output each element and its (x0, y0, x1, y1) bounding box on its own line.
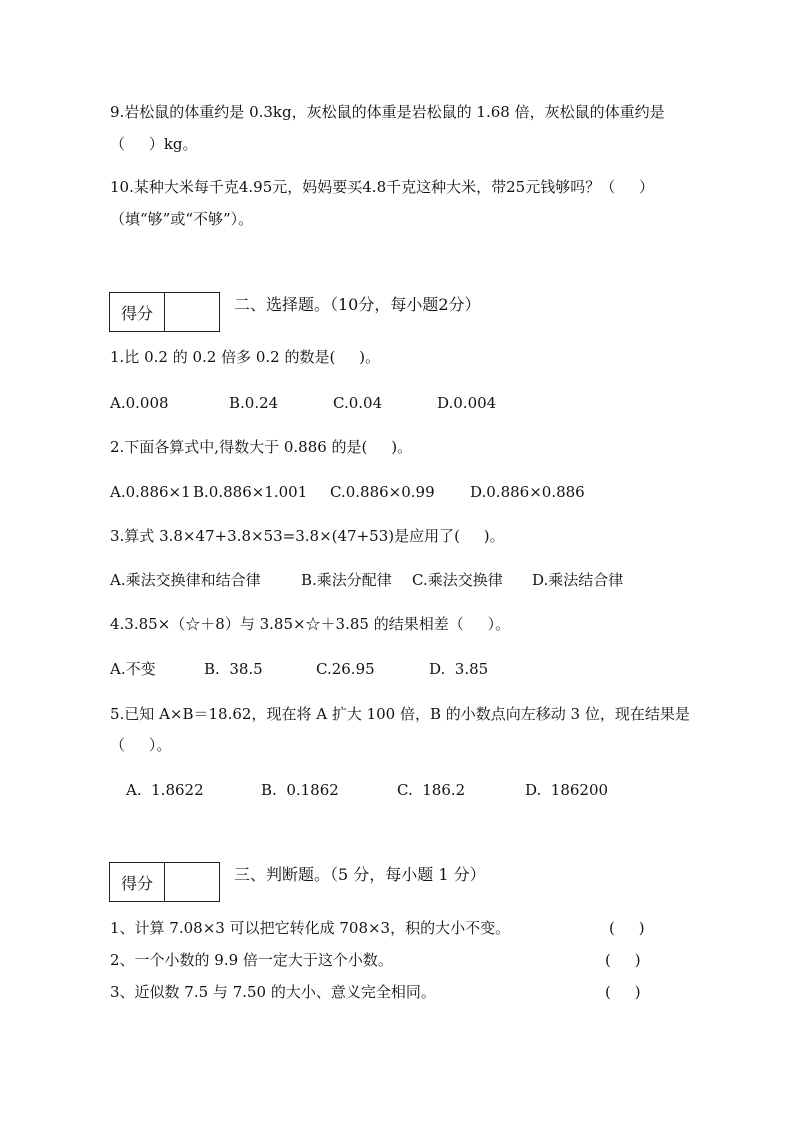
s2-q1-option-a: A.0.008 (110, 394, 169, 412)
s2-q5-line1: 5.已知 A×B＝18.62，现在将 A 扩大 100 倍，B 的小数点向左移动 3 位，现在结果是 (110, 705, 690, 723)
s3-item-3-blank[interactable]: ( ) (605, 983, 641, 1001)
s2-q5-line2: （ ）。 (110, 736, 172, 754)
score-box-section2 (109, 292, 220, 332)
s2-q5-option-b: B. 0.1862 (261, 781, 339, 799)
s2-q3-option-c: C.乘法交换律 (412, 571, 503, 589)
s2-q3-stem: 3.算式 3.8×47+3.8×53=3.8×(47+53)是应用了( )。 (110, 527, 505, 545)
s2-q4-option-d: D. 3.85 (429, 660, 489, 678)
section3-title: 三、判断题。（5 分，每小题 1 分） (234, 865, 486, 884)
s2-q5-option-a: A. 1.8622 (126, 781, 204, 799)
s3-item-2-blank[interactable]: ( ) (605, 951, 641, 969)
s2-q1-option-d: D.0.004 (437, 394, 497, 412)
s2-q2-option-c: C.0.886×0.99 (330, 483, 435, 501)
section2-title: 二、选择题。（10分，每小题2分） (234, 295, 481, 314)
score-label: 得分 (110, 293, 165, 331)
q10-line1: 10.某种大米每千克4.95元，妈妈要买4.8千克这种大米，带25元钱够吗？（ ） (110, 178, 655, 196)
s3-item-1-text: 1、计算 7.08×3 可以把它转化成 708×3，积的大小不变。 (110, 919, 511, 937)
s2-q1-option-b: B.0.24 (229, 394, 279, 412)
s2-q2-option-d: D.0.886×0.886 (470, 483, 585, 501)
s2-q1-option-c: C.0.04 (333, 394, 383, 412)
q9-line2: （ ）kg。 (110, 135, 198, 153)
score-value-field[interactable] (165, 863, 219, 901)
s3-item-3-text: 3、近似数 7.5 与 7.50 的大小、意义完全相同。 (110, 983, 436, 1001)
q10-line2: （填“够”或“不够”）。 (110, 210, 254, 228)
s2-q2-option-a: A.0.886×1 (110, 483, 191, 501)
s2-q4-option-b: B. 38.5 (204, 660, 263, 678)
score-value-field[interactable] (165, 293, 219, 331)
s2-q1-stem: 1.比 0.2 的 0.2 倍多 0.2 的数是( )。 (110, 348, 381, 366)
s2-q4-option-c: C.26.95 (316, 660, 375, 678)
s2-q5-option-d: D. 186200 (525, 781, 609, 799)
s2-q4-option-a: A.不变 (110, 660, 156, 678)
score-label: 得分 (110, 863, 165, 901)
s3-item-1-blank[interactable]: ( ) (609, 919, 645, 937)
s2-q2-stem: 2.下面各算式中,得数大于 0.886 的是( )。 (110, 438, 413, 456)
q9-line1: 9.岩松鼠的体重约是 0.3kg，灰松鼠的体重是岩松鼠的 1.68 倍，灰松鼠的体重约是 (110, 103, 665, 121)
s2-q3-option-b: B.乘法分配律 (301, 571, 392, 589)
s2-q5-option-c: C. 186.2 (397, 781, 466, 799)
s3-item-2-text: 2、一个小数的 9.9 倍一定大于这个小数。 (110, 951, 393, 969)
s2-q2-option-b: B.0.886×1.001 (193, 483, 308, 501)
s2-q3-option-d: D.乘法结合律 (532, 571, 624, 589)
score-box-section3 (109, 862, 220, 902)
s2-q4-stem: 4.3.85×（☆＋8）与 3.85×☆＋3.85 的结果相差（ ）。 (110, 615, 511, 633)
s2-q3-option-a: A.乘法交换律和结合律 (110, 571, 261, 589)
